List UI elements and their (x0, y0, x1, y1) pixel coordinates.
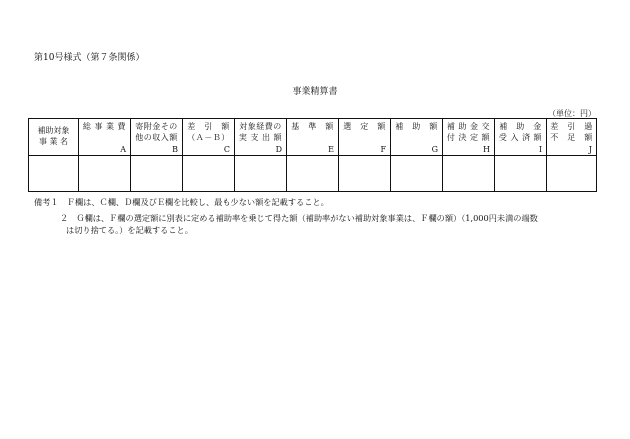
entry-cell-g[interactable] (391, 156, 443, 192)
header-label: 基 準 額 (291, 122, 334, 131)
note-2-line-2: は切り捨てる。）を記載すること。 (66, 225, 193, 235)
header-cell-project-name (29, 119, 79, 156)
header-cell (287, 119, 339, 156)
column-letter: E (328, 145, 334, 154)
header-cell (547, 119, 597, 156)
note-2-line-1: ２ Ｇ欄は、Ｆ欄の選定額に別表に定める補助率を乗じて得た額（補助率がない補助対象事業は、Ｆ欄の額）（1,000円未満の端数 (60, 213, 538, 223)
header-label: 対象経費の 実 支 出 額 (238, 122, 283, 142)
table-header-row (29, 119, 597, 156)
header-label: 補 助 金 受 入 済 額 (498, 122, 543, 142)
column-letter: G (431, 145, 438, 154)
column-letter: A (120, 145, 126, 154)
column-letter: J (588, 145, 592, 154)
header-cell (79, 119, 131, 156)
header-label: 補 助 金 交 付 決 定 額 (446, 122, 491, 142)
entry-cell-f[interactable] (339, 156, 391, 192)
entry-cell-c[interactable] (183, 156, 235, 192)
unit-label: （単位：円） (548, 109, 596, 118)
header-label: 差 引 過 不 足 額 (550, 122, 593, 142)
header-label: 総 事 業 費 (82, 122, 127, 131)
table-entry-row (29, 156, 597, 192)
header-label: 選 定 額 (343, 122, 386, 131)
entry-cell-project-name[interactable] (29, 156, 79, 192)
header-cell (443, 119, 495, 156)
column-letter: H (483, 145, 490, 154)
column-letter: C (223, 145, 230, 154)
header-cell (391, 119, 443, 156)
header-cell (495, 119, 547, 156)
header-cell (235, 119, 287, 156)
entry-cell-j[interactable] (547, 156, 597, 192)
column-letter: B (172, 145, 178, 154)
entry-cell-e[interactable] (287, 156, 339, 192)
notes-section (34, 196, 604, 236)
header-label: 寄附金その 他の収入額 (135, 122, 178, 142)
settlement-table (28, 118, 597, 192)
header-cell (339, 119, 391, 156)
entry-cell-a[interactable] (79, 156, 131, 192)
column-letter: I (538, 145, 542, 154)
entry-cell-h[interactable] (443, 156, 495, 192)
entry-cell-i[interactable] (495, 156, 547, 192)
header-label: 差 引 額 （Ａ－Ｂ） (187, 122, 230, 142)
form-number: 第10号様式（第７条関係） (34, 53, 145, 63)
note-1: 備考１ Ｆ欄は、Ｃ欄、Ｄ欄及びＥ欄を比較し、最も少ない額を記載すること。 (34, 197, 329, 207)
entry-cell-d[interactable] (235, 156, 287, 192)
column-letter: D (275, 145, 282, 154)
header-label: 補 助 額 (395, 122, 438, 131)
header-cell (183, 119, 235, 156)
column-letter: F (380, 145, 386, 154)
entry-cell-b[interactable] (131, 156, 183, 192)
document-title: 事業精算書 (292, 87, 338, 97)
header-cell (131, 119, 183, 156)
header-label-project-name: 補助対象 事 業 名 (37, 126, 70, 146)
